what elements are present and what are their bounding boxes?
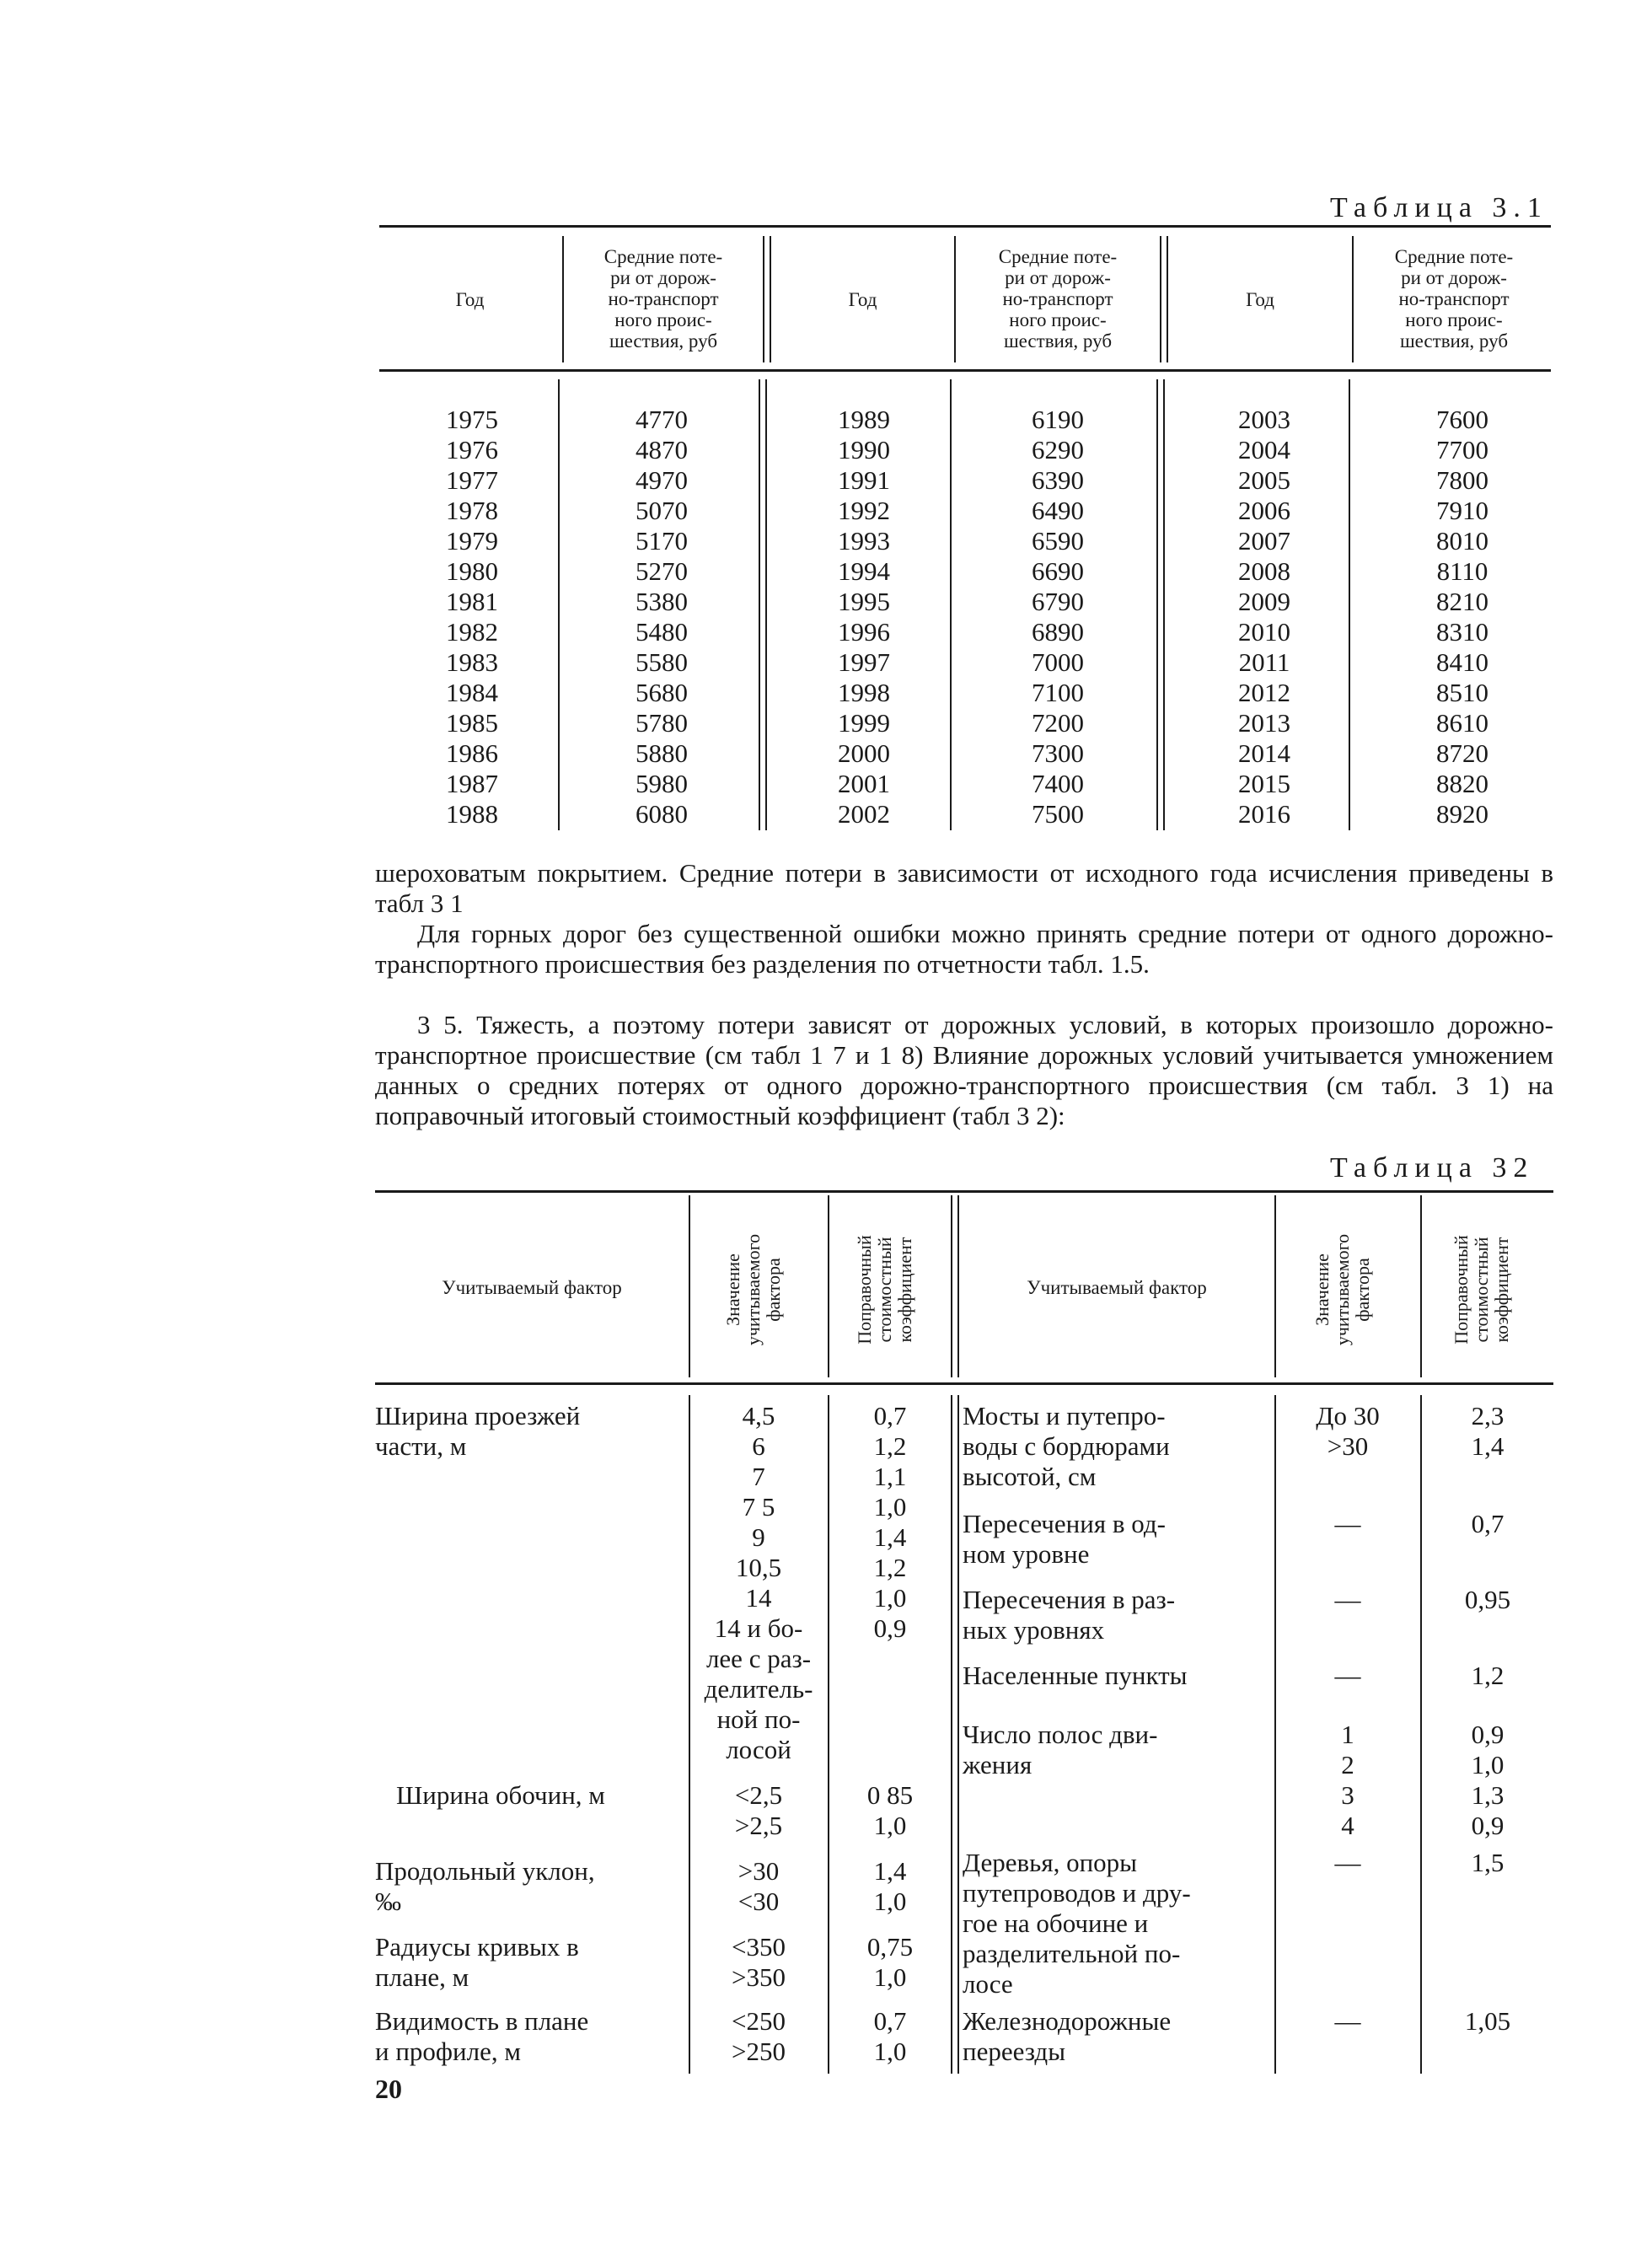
table-3-1-rule bbox=[770, 236, 771, 362]
factor-settlements: Населенные пункты bbox=[963, 1661, 1188, 1690]
coefs-bridges: 2,3 1,4 bbox=[1471, 1401, 1504, 1461]
factor-railway-crossings: Железнодорожные переезды bbox=[963, 2006, 1172, 2066]
values-railway-crossings: — bbox=[1334, 2006, 1361, 2036]
table-3-1-losses-col-1: 4770 4870 4970 5070 5170 5270 5380 5480 5580 5680 5780 5880 5980 6080 bbox=[636, 405, 688, 829]
table-3-2-rule bbox=[828, 1395, 829, 2074]
page-number: 20 bbox=[375, 2074, 402, 2104]
table-3-1-header-loss-3: Средние поте- ри от дорож- но-транспорт ного проис- шествия, руб bbox=[1394, 246, 1514, 352]
table-3-2-top-rule bbox=[375, 1190, 1553, 1193]
table-3-2-rule bbox=[828, 1195, 829, 1377]
table-3-2-header-coef-right: Поправочный стоимостный коэффициент bbox=[1451, 1235, 1512, 1345]
table-3-1-rule bbox=[759, 379, 760, 830]
table-3-1-header-year-2: Год bbox=[848, 289, 877, 310]
table-3-2-rule bbox=[689, 1195, 690, 1377]
coefs-trees-supports: 1,5 bbox=[1471, 1848, 1504, 1877]
table-3-1-rule bbox=[763, 236, 764, 362]
coefs-railway-crossings: 1,05 bbox=[1464, 2006, 1511, 2036]
table-3-2-rule bbox=[689, 1395, 690, 2074]
coefs-lanes: 0,9 1,0 1,3 0,9 bbox=[1471, 1720, 1504, 1840]
table-3-1-top-rule bbox=[379, 225, 1551, 228]
factor-shoulder-width: Ширина обочин, м bbox=[396, 1780, 605, 1810]
table-3-2-header-coef-left: Поправочный стоимостный коэффициент bbox=[854, 1235, 915, 1345]
table-3-1-years-col-1: 1975 1976 1977 1978 1979 1980 1981 1982 1983 1984 1985 1986 1987 1988 bbox=[446, 405, 498, 829]
table-3-1-years-col-3: 2003 2004 2005 2006 2007 2008 2009 2010 2011 2012 2013 2014 2015 2016 bbox=[1238, 405, 1290, 829]
table-3-1-rule bbox=[1349, 379, 1350, 830]
table-3-2-header-rule bbox=[375, 1382, 1553, 1385]
table-3-1-header-loss-2: Средние поте- ри от дорож- но-транспорт ного проис- шествия, руб bbox=[998, 246, 1118, 352]
values-carriageway-width: 4,5 6 7 7 5 9 10,5 14 14 и бо- лее с раз- делитель- ной по- лосой bbox=[704, 1401, 813, 1764]
table-3-1-rule bbox=[1352, 236, 1354, 362]
table-3-1-header-year-3: Год bbox=[1246, 289, 1274, 310]
table-3-2-rule bbox=[1420, 1195, 1422, 1377]
values-grade: >30 <30 bbox=[738, 1856, 780, 1916]
table-3-1-rule bbox=[558, 379, 560, 830]
table-3-2-header-value-left: Значение учитываемого фактора bbox=[722, 1233, 784, 1346]
values-visibility: <250 >250 bbox=[732, 2006, 786, 2066]
values-trees-supports: — bbox=[1334, 1848, 1361, 1877]
table-3-1-years-col-2: 1989 1990 1991 1992 1993 1994 1995 1996 1997 1998 1999 2000 2001 2002 bbox=[838, 405, 890, 829]
coefs-at-grade-intersections: 0,7 bbox=[1471, 1509, 1504, 1538]
table-3-2-rule bbox=[957, 1195, 959, 1377]
table-3-2-header-value-right: Значение учитываемого фактора bbox=[1311, 1233, 1373, 1346]
paragraph-roughness: шероховатым покрытием. Средние потери в зависимости от исходного года исчисления приведены в табл 3 1 bbox=[375, 858, 1553, 918]
table-3-1-rule bbox=[1156, 379, 1158, 830]
table-3-1-losses-col-3: 7600 7700 7800 7910 8010 8110 8210 8310 8410 8510 8610 8720 8820 8920 bbox=[1436, 405, 1488, 829]
table-3-2-header-factor-left: Учитываемый фактор bbox=[442, 1277, 622, 1298]
values-settlements: — bbox=[1334, 1661, 1361, 1690]
factor-visibility: Видимость в плане и профиле, м bbox=[375, 2006, 589, 2066]
table-3-2-rule bbox=[1420, 1395, 1422, 2074]
table-3-1-rule bbox=[950, 379, 952, 830]
table-3-1-caption: Таблица 3.1 bbox=[1330, 192, 1548, 223]
factor-curve-radius: Радиусы кривых в плане, м bbox=[375, 1932, 579, 1992]
table-3-1-rule bbox=[765, 379, 767, 830]
coefs-curve-radius: 0,75 1,0 bbox=[866, 1932, 914, 1992]
factor-grade-separated: Пересечения в раз- ных уровнях bbox=[963, 1585, 1176, 1645]
values-shoulder-width: <2,5 >2,5 bbox=[734, 1780, 783, 1840]
coefs-carriageway-width: 0,7 1,2 1,1 1,0 1,4 1,2 1,0 0,9 bbox=[873, 1401, 907, 1643]
table-3-2-header-factor-right: Учитываемый фактор bbox=[1027, 1277, 1207, 1298]
factor-lanes: Число полос дви- жения bbox=[963, 1720, 1158, 1779]
table-3-1-rule bbox=[562, 236, 564, 362]
table-3-1-rule bbox=[1160, 236, 1161, 362]
table-3-2-rule bbox=[1274, 1195, 1276, 1377]
factor-bridges: Мосты и путепро- воды с бордюрами высотой, см bbox=[963, 1401, 1170, 1491]
coefs-grade: 1,4 1,0 bbox=[873, 1856, 907, 1916]
coefs-grade-separated: 0,95 bbox=[1464, 1585, 1511, 1614]
table-3-2-rule bbox=[951, 1395, 952, 2074]
coefs-settlements: 1,2 bbox=[1471, 1661, 1504, 1690]
table-3-1-header-rule bbox=[379, 369, 1551, 372]
table-3-1-rule bbox=[1163, 379, 1165, 830]
table-3-2-rule bbox=[951, 1195, 952, 1377]
table-3-1-losses-col-2: 6190 6290 6390 6490 6590 6690 6790 6890 7000 7100 7200 7300 7400 7500 bbox=[1032, 405, 1084, 829]
values-bridges: До 30 >30 bbox=[1316, 1401, 1380, 1461]
coefs-shoulder-width: 0 85 1,0 bbox=[866, 1780, 914, 1840]
table-3-1-rule bbox=[1167, 236, 1168, 362]
table-3-2-caption: Таблица 32 bbox=[1330, 1152, 1535, 1183]
values-curve-radius: <350 >350 bbox=[732, 1932, 786, 1992]
paragraph-mountain-roads: Для горных дорог без существенной ошибки можно принять средние потери от одного дорожно-транспортного происшествия без разделения по отчетности табл. 1.5. bbox=[375, 919, 1553, 979]
table-3-1-rule bbox=[954, 236, 956, 362]
table-3-1-header-year-1: Год bbox=[455, 289, 485, 310]
values-at-grade-intersections: — bbox=[1334, 1509, 1361, 1538]
table-3-2-rule bbox=[957, 1395, 959, 2074]
values-lanes: 1 2 3 4 bbox=[1341, 1720, 1354, 1840]
table-3-1-header-loss-1: Средние поте- ри от дорож- но-транспорт ного проис- шествия, руб bbox=[603, 246, 723, 352]
coefs-visibility: 0,7 1,0 bbox=[873, 2006, 907, 2066]
table-3-2-rule bbox=[1274, 1395, 1276, 2074]
factor-grade: Продольный уклон, ‰ bbox=[375, 1856, 595, 1916]
factor-carriageway-width: Ширина проезжей части, м bbox=[375, 1401, 581, 1461]
values-grade-separated: — bbox=[1334, 1585, 1361, 1614]
factor-at-grade-intersections: Пересечения в од- ном уровне bbox=[963, 1509, 1166, 1569]
factor-trees-supports: Деревья, опоры путепроводов и дру- гое на обочине и разделительной по- лосе bbox=[963, 1848, 1191, 1999]
paragraph-section-3-5: 3 5. Тяжесть, а поэтому потери зависят от дорожных условий, в которых произошло дорожно-транспортное происшествие (см табл 1 7 и 1 8) Влияние дорожных условий учитывается умножением данных о средних потерях от одного дорожно-транспортного происшествия (см табл. 3 1) на поправочный итоговый стоимостный коэффициент (табл 3 2): bbox=[375, 1010, 1553, 1130]
